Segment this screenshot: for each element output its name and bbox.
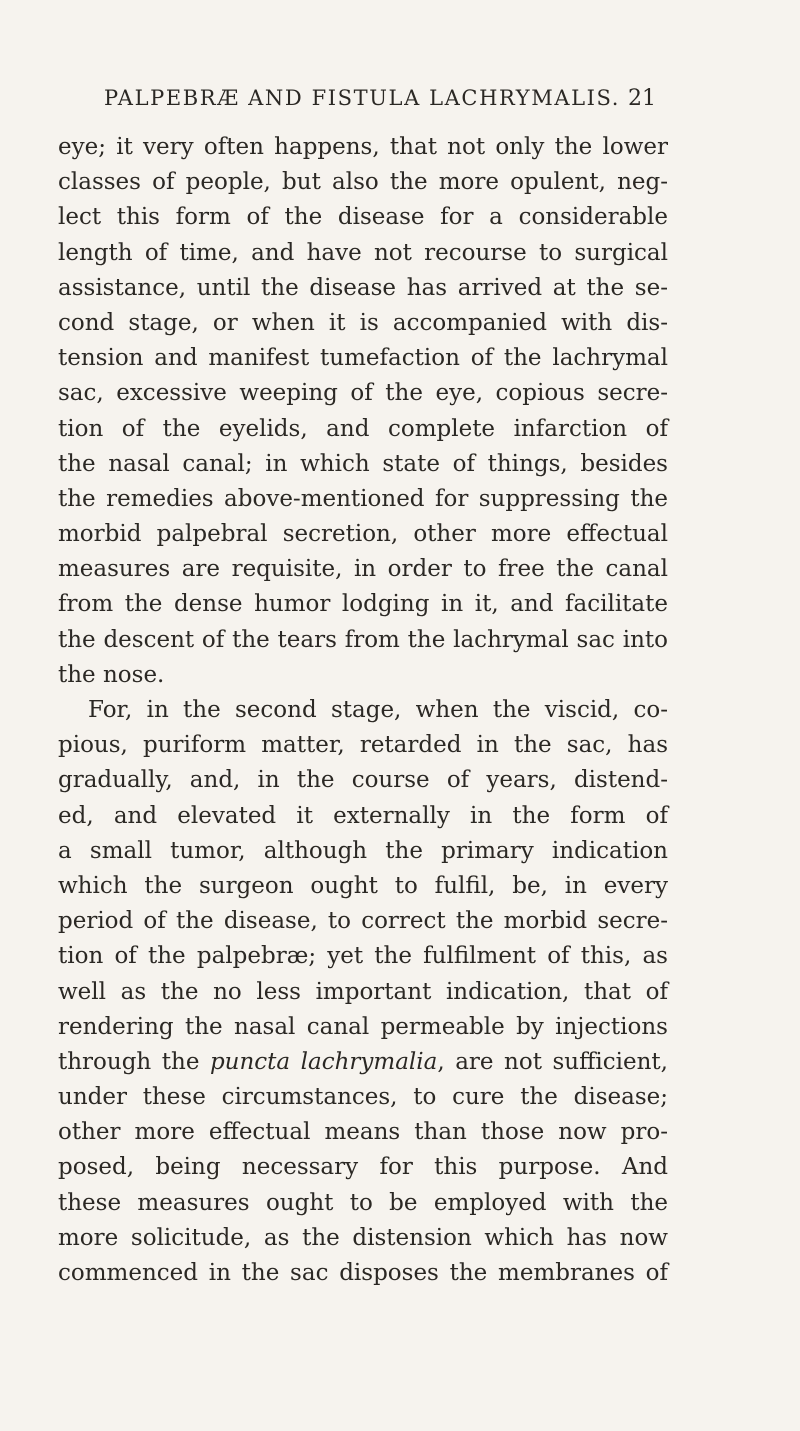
text-line: a small tumor, although the primary indication bbox=[58, 837, 668, 864]
running-head: PALPEBRÆ AND FISTULA LACHRYMALIS. bbox=[104, 86, 621, 110]
text-line: gradually, and, in the course of years, distend- bbox=[58, 767, 668, 794]
text-line: classes of people, but also the more opulent, neg- bbox=[58, 169, 668, 196]
paragraph-end-line: the nose. bbox=[58, 661, 165, 688]
text-line: commenced in the sac disposes the membranes of bbox=[58, 1260, 668, 1286]
text-line: the remedies above-mentioned for suppressing the bbox=[58, 485, 668, 512]
text-line: under these circumstances, to cure the disease; bbox=[58, 1084, 668, 1111]
text-segment: through the bbox=[58, 1048, 210, 1075]
text-line: other more effectual means than those now pro- bbox=[58, 1119, 668, 1146]
text-line: posed, being necessary for this purpose. And bbox=[58, 1154, 668, 1181]
text-line: well as the no less important indication, that of bbox=[58, 978, 668, 1005]
text-line: the descent of the tears from the lachrymal sac into bbox=[58, 626, 668, 653]
italic-term: puncta lachrymalia bbox=[209, 1048, 438, 1075]
text-line: more solicitude, as the distension which has now bbox=[58, 1224, 668, 1251]
page-number: 21 bbox=[628, 86, 656, 111]
text-line: cond stage, or when it is accompanied with dis- bbox=[58, 309, 668, 336]
text-line: lect this form of the disease for a considerable bbox=[58, 204, 668, 231]
text-line: length of time, and have not recourse to surgical bbox=[58, 239, 668, 266]
text-line: ed, and elevated it externally in the form of bbox=[58, 802, 668, 829]
text-line: measures are requisite, in order to free the canal bbox=[58, 556, 668, 583]
text-line: pious, puriform matter, retarded in the sac, has bbox=[58, 732, 668, 759]
body-text bbox=[58, 130, 668, 1291]
text-line: rendering the nasal canal permeable by injections bbox=[58, 1013, 668, 1040]
paragraph-start-line: For, in the second stage, when the viscid, co- bbox=[88, 697, 668, 723]
text-line: assistance, until the disease has arrived at the se- bbox=[58, 274, 668, 301]
text-line: tension and manifest tumefaction of the lachrymal bbox=[58, 345, 668, 372]
text-line: the nasal canal; in which state of things, besides bbox=[58, 450, 668, 477]
text-line-with-italic bbox=[58, 1045, 668, 1080]
text-line: tion of the palpebræ; yet the fulfilment of this, as bbox=[58, 943, 668, 970]
text-line: morbid palpebral secretion, other more effectual bbox=[58, 521, 668, 548]
text-line: tion of the eyelids, and complete infarction of bbox=[58, 415, 668, 442]
text-line: from the dense humor lodging in it, and facilitate bbox=[58, 591, 668, 618]
text-line: which the surgeon ought to fulfil, be, in every bbox=[58, 872, 668, 899]
text-segment: , are not sufficient, bbox=[437, 1048, 668, 1075]
page-header bbox=[104, 86, 656, 116]
text-line: these measures ought to be employed with the bbox=[58, 1189, 668, 1216]
text-line: period of the disease, to correct the morbid secre- bbox=[58, 908, 668, 935]
text-line: eye; it very often happens, that not only the lower bbox=[58, 134, 668, 160]
text-line: sac, excessive weeping of the eye, copious secre- bbox=[58, 380, 668, 407]
